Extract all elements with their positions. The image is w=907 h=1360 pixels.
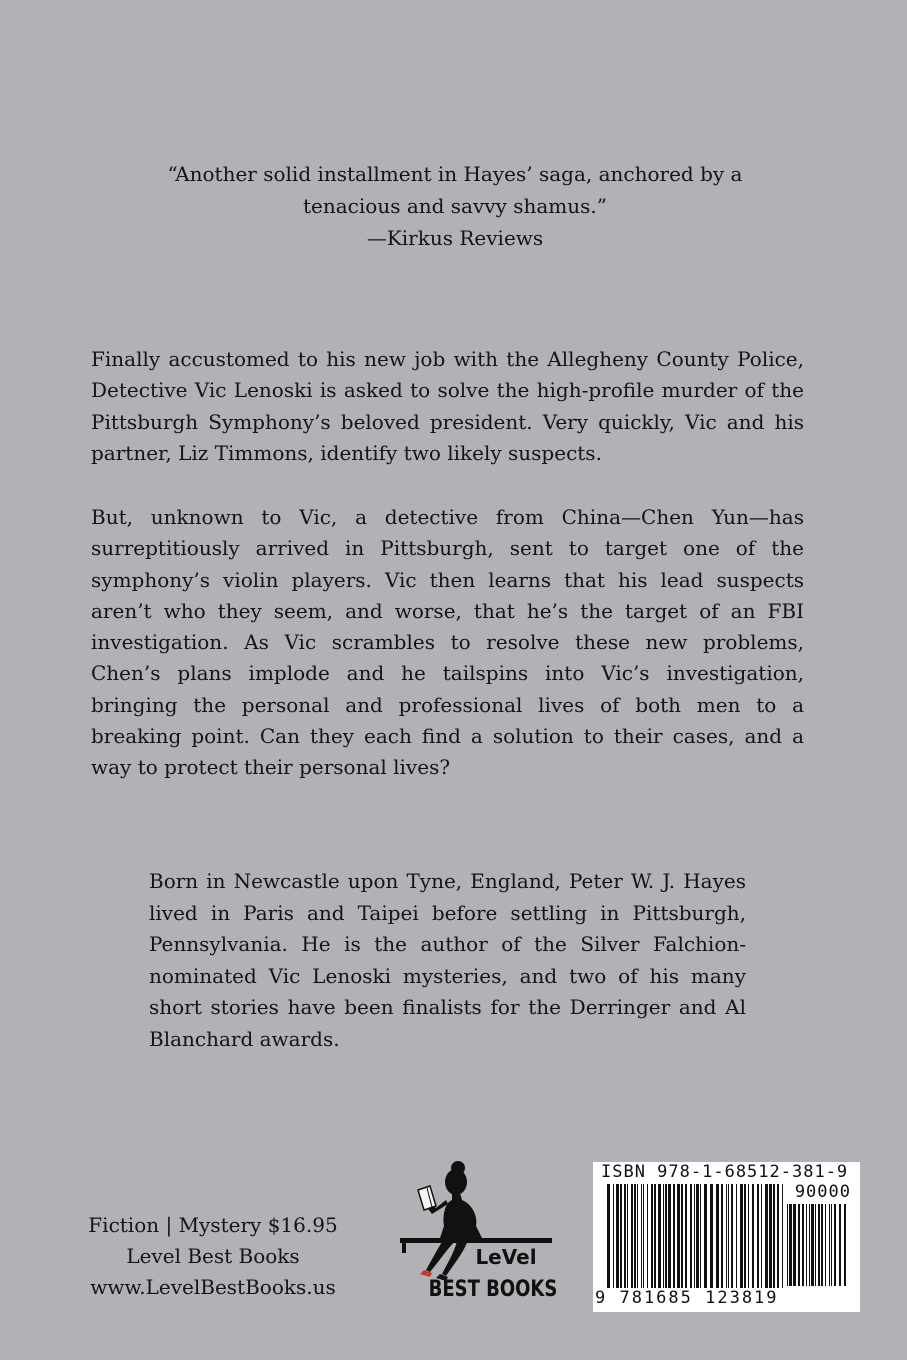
- quote-line-1: “Another solid installment in Hayes’ saga, anchored by a: [167, 162, 743, 186]
- isbn-number: ISBN 978-1-68512-381-9: [601, 1162, 849, 1182]
- publication-info: [78, 1210, 348, 1303]
- quote-attribution: —Kirkus Reviews: [366, 226, 544, 250]
- ean-digits: 9 781685 123819: [595, 1288, 779, 1308]
- publisher-logo: [396, 1160, 556, 1305]
- review-quote: [120, 158, 790, 254]
- logo-text-level: LeVel: [475, 1245, 537, 1269]
- quote-line-2: tenacious and savvy shamus.”: [303, 194, 607, 218]
- price-code: 90000: [794, 1182, 851, 1202]
- barcode-bars: [607, 1184, 792, 1288]
- publisher-name: Level Best Books: [126, 1244, 300, 1268]
- blurb-paragraph-2: But, unknown to Vic, a detective from China—Chen Yun—has surreptitiously arrived in Pittsburgh, sent to target one of the symphony’s violin players. Vic then learns that his lead suspects aren’t who they seem, and worse, that he’s the target of an FBI investigation. As Vic scrambles to resolve these new problems, Chen’s plans implode and he tailspins into Vic’s investigation, bringing the personal and professional lives of both men to a breaking point. Can they each find a solution to their cases, and a way to protect their personal lives?: [91, 505, 804, 780]
- publisher-website: www.LevelBestBooks.us: [90, 1275, 336, 1299]
- author-bio: Born in Newcastle upon Tyne, England, Peter W. J. Hayes lived in Paris and Taipei before settling in Pittsburgh, Pennsylvania. He is the author of the Silver Falchion-nominated Vic Lenoski mysteries, and two of his many short stories have been finalists for the Derringer and Al Blanchard awards.: [149, 869, 746, 1051]
- blurb-paragraph-1: Finally accustomed to his new job with the Allegheny County Police, Detective Vic Lenoski is asked to solve the high-profile murder of the Pittsburgh Symphony’s beloved president. Very quickly, Vic and his partner, Liz Timmons, identify two likely suspects.: [91, 347, 804, 465]
- isbn-barcode: [593, 1162, 860, 1312]
- logo-text-best-books: BEST BOOKS: [428, 1275, 556, 1302]
- genre-price: Fiction | Mystery $16.95: [88, 1213, 338, 1237]
- reading-woman-icon: [396, 1160, 556, 1305]
- price-barcode-bars: [787, 1204, 853, 1286]
